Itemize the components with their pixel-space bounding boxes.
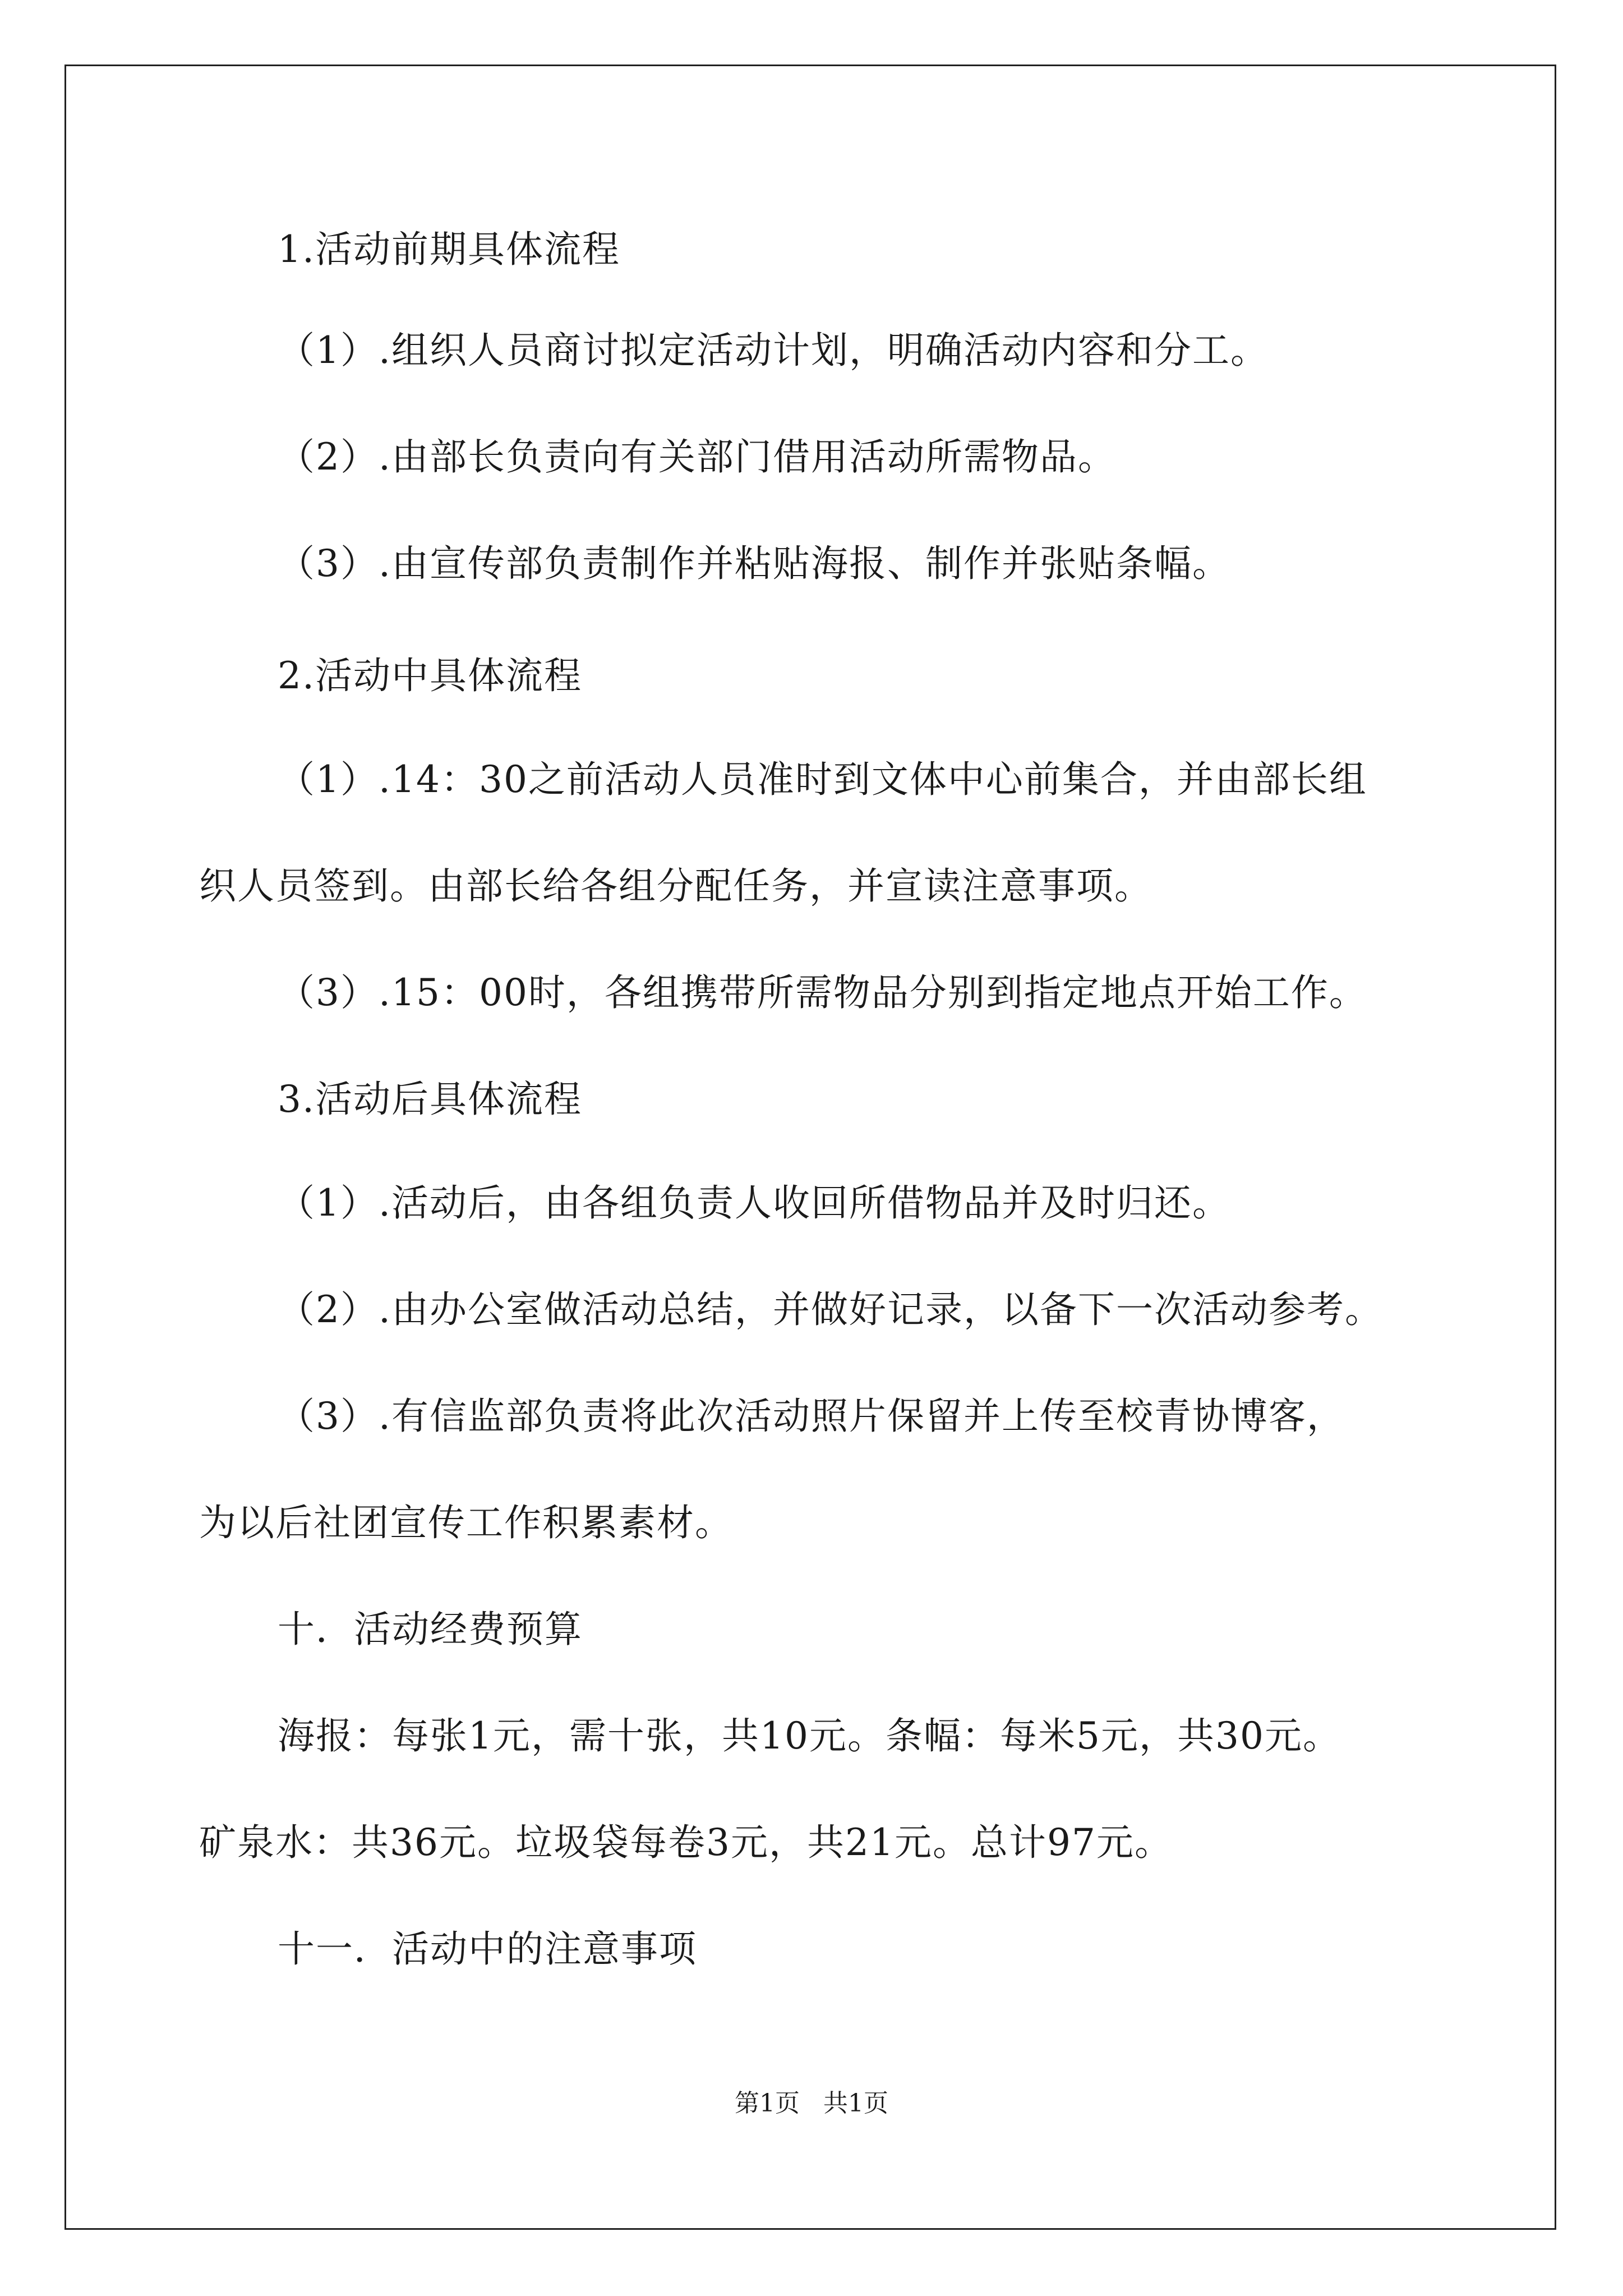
section-heading-pre-activity: 1.活动前期具体流程: [278, 228, 620, 271]
paragraph-line: 海报：每张1元，需十张，共10元。条幅：每米5元，共30元。: [278, 1714, 1341, 1757]
paragraph-line: （3）.由宣传部负责制作并粘贴海报、制作并张贴条幅。: [278, 542, 1230, 585]
paragraph-line: 矿泉水：共36元。垃圾袋每卷3元，共21元。总计97元。: [199, 1821, 1173, 1864]
section-heading-during-activity: 2.活动中具体流程: [278, 654, 582, 697]
page-border: [64, 65, 1556, 2230]
paragraph-line: 为以后社团宣传工作积累素材。: [199, 1501, 733, 1544]
paragraph-line: （2）.由部长负责向有关部门借用活动所需物品。: [278, 435, 1116, 478]
page-footer: 第1页 共1页: [735, 2089, 888, 2118]
paragraph-line: （1）.活动后，由各组负责人收回所借物品并及时归还。: [278, 1181, 1230, 1225]
paragraph-line: （2）.由办公室做活动总结，并做好记录，以备下一次活动参考。: [278, 1288, 1383, 1331]
paragraph-line: 织人员签到。由部长给各组分配任务，并宣读注意事项。: [199, 864, 1152, 908]
paragraph-line: （3）.15：00时，各组携带所需物品分别到指定地点开始工作。: [278, 971, 1367, 1014]
section-heading-budget: 十．活动经费预算: [278, 1608, 583, 1651]
section-heading-notes: 十一．活动中的注意事项: [278, 1927, 697, 1971]
paragraph-line: （3）.有信监部负责将此次活动照片保留并上传至校青协博客，: [278, 1395, 1345, 1438]
paragraph-line: （1）.组织人员商讨拟定活动计划，明确活动内容和分工。: [278, 329, 1269, 372]
paragraph-line: （1）.14：30之前活动人员准时到文体中心前集合，并由部长组: [278, 758, 1367, 801]
section-heading-post-activity: 3.活动后具体流程: [278, 1078, 582, 1121]
